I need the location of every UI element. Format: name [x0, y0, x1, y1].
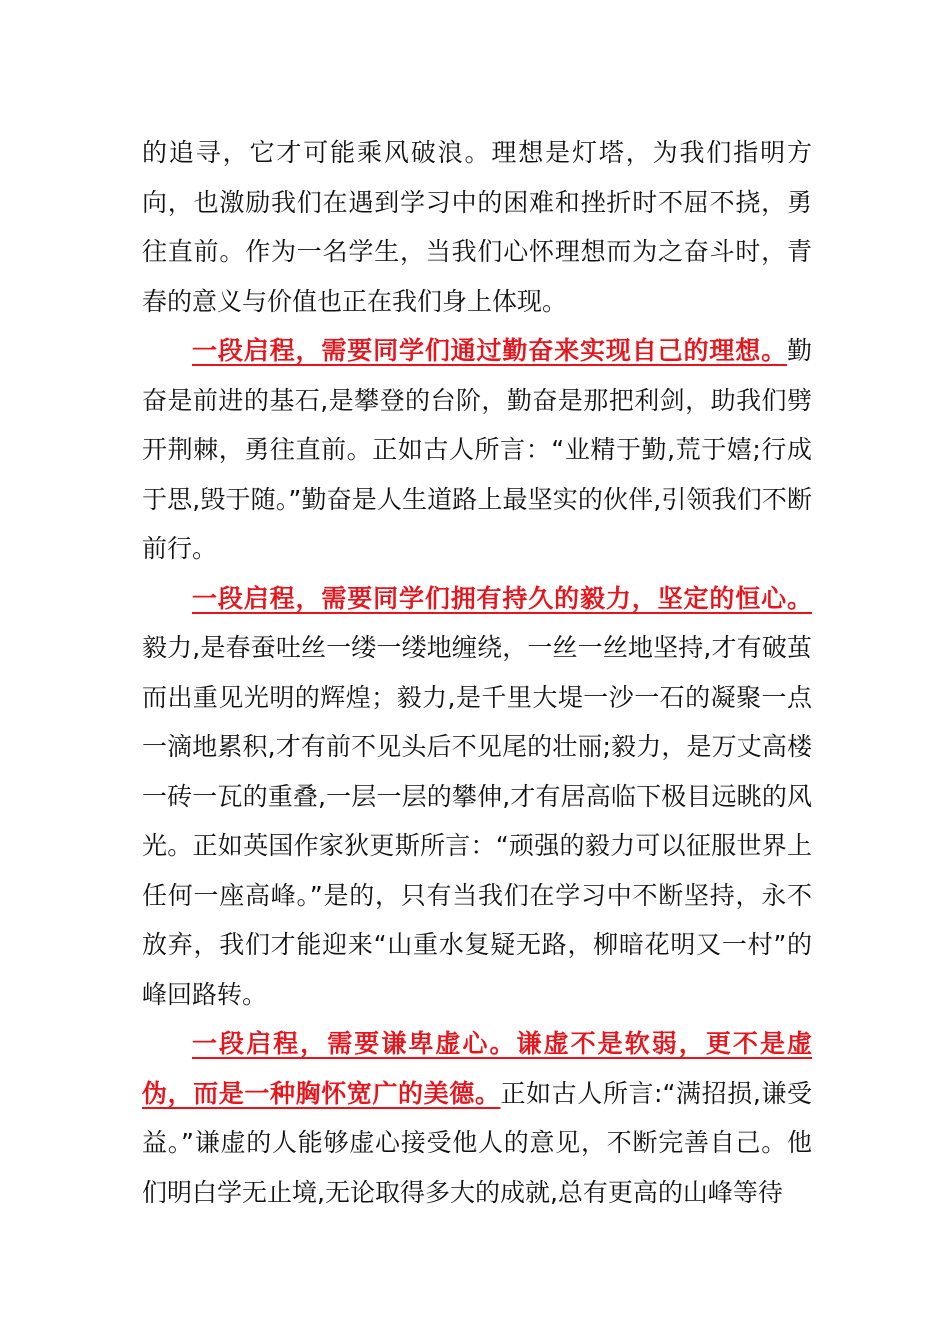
paragraph-3-heading: 一段启程，需要同学们拥有持久的毅力，坚定的恒心。 — [192, 583, 812, 613]
document-page — [142, 128, 812, 1217]
paragraph-3 — [142, 574, 812, 1020]
paragraph-4-heading: 一段启程，需要谦卑虚心。谦虚不是软弱，更不是虚伪，而是一种胸怀宽广的美德。 — [142, 1029, 812, 1108]
paragraph-1-body: 的追寻，它才可能乘风破浪。理想是灯塔，为我们指明方向，也激励我们在遇到学习中的困难和挫折时不屈不挠，勇往直前。作为一名学生，当我们心怀理想而为之奋斗时，青春的意义与价值也正在我们身上体现。 — [142, 138, 812, 316]
paragraph-4-body: 正如古人所言:“满招损,谦受益。”谦虚的人能够虚心接受他人的意见，不断完善自己。他们明白学无止境,无论取得多大的成就,总有更高的山峰等待 — [142, 1078, 812, 1207]
paragraph-2-heading: 一段启程，需要同学们通过勤奋来实现自己的理想。 — [192, 336, 787, 365]
paragraph-2 — [142, 326, 812, 574]
paragraph-4 — [142, 1019, 812, 1217]
paragraph-1 — [142, 128, 812, 326]
paragraph-3-body: 毅力,是春蚕吐丝一缕一缕地缠绕，一丝一丝地坚持,才有破茧而出重见光明的辉煌；毅力,是千里大堤一沙一石的凝聚一点一滴地累积,才有前不见头后不见尾的壮丽;毅力，是万丈高楼一砖一瓦的重叠,一层一层的攀伸,才有居高临下极目远眺的风光。正如英国作家狄更斯所言：“顽强的毅力可以征服世界上任何一座高峰。”是的，只有当我们在学习中不断坚持，永不放弃，我们才能迎来“山重水复疑无路，柳暗花明又一村”的峰回路转。 — [142, 633, 812, 1009]
paragraph-2-body: 勤奋是前进的基石,是攀登的台阶，勤奋是那把利剑，助我们劈开荆棘，勇往直前。正如古人所言：“业精于勤,荒于嬉;行成于思,毁于随。”勤奋是人生道路上最坚实的伙伴,引领我们不断前行。 — [142, 336, 812, 563]
